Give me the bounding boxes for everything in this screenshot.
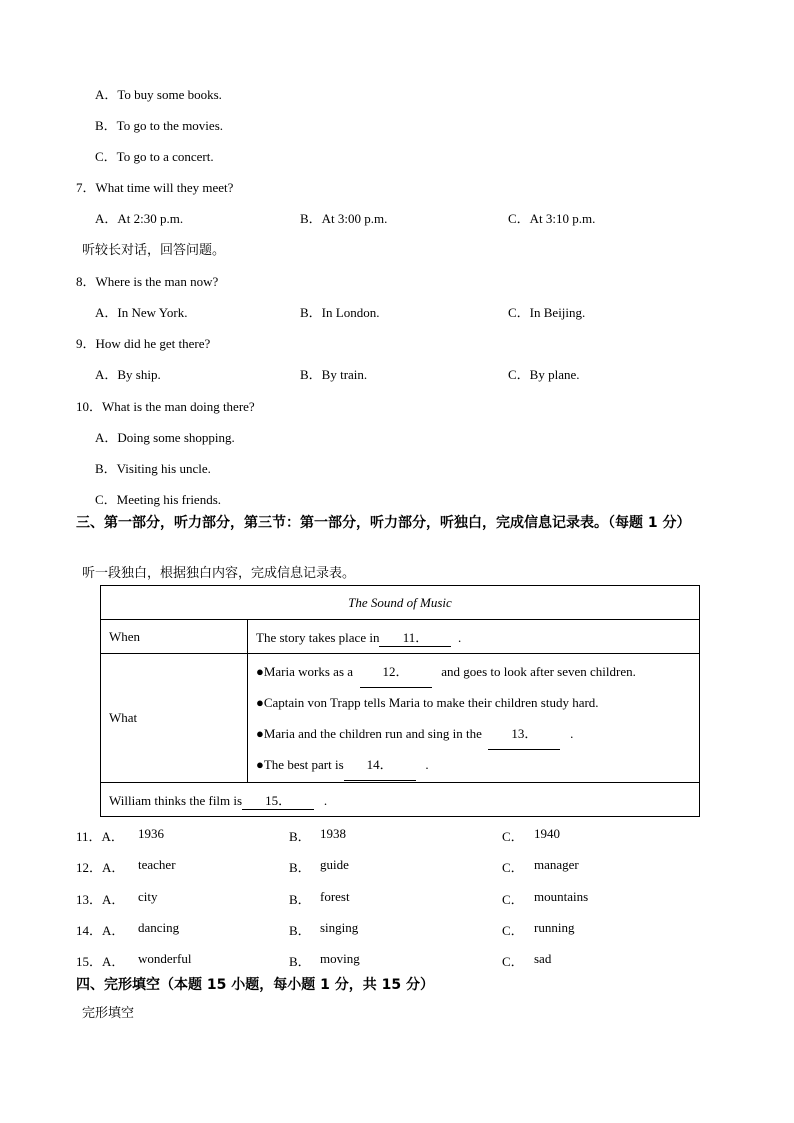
section3-heading: 三、第一部分，听力部分，第三节：第一部分，听力部分，听独白，完成信息记录表。（每题 1 分） xyxy=(76,515,691,531)
answer-13-b-letter: B． xyxy=(289,892,311,907)
answer-11-b: 1938 xyxy=(320,826,346,841)
q8-question: 8．Where is the man now? xyxy=(76,274,219,289)
q8-option-b: B．In London. xyxy=(300,305,380,320)
answer-15-a: wonderful xyxy=(138,951,192,966)
blank-12: 12． xyxy=(360,656,432,688)
answer-11-a: 1936 xyxy=(138,826,164,841)
answer-13-c: mountains xyxy=(534,889,589,904)
q9-option-a: A．By ship. xyxy=(95,367,161,382)
william-row: William thinks the film is 15． . xyxy=(101,783,700,817)
q9-question: 9．How did he get there? xyxy=(76,336,211,351)
answer-15-c: sad xyxy=(534,951,552,966)
q9-option-c: C．By plane. xyxy=(508,367,580,382)
q10-question: 10．What is the man doing there? xyxy=(76,399,255,414)
answer-11-b-letter: B． xyxy=(289,829,311,844)
q7-option-b: B．At 3:00 p.m. xyxy=(300,211,388,226)
bullet-1: ●Maria works as a 12． and goes to look after seven children. xyxy=(256,656,691,687)
q10-option-b: B．Visiting his uncle. xyxy=(95,461,211,476)
answer-12-c: manager xyxy=(534,857,579,872)
answer-14-c-letter: C． xyxy=(502,923,524,938)
answer-11-c: 1940 xyxy=(534,826,560,841)
q7-question: 7．What time will they meet? xyxy=(76,180,234,195)
answer-13-b: forest xyxy=(320,889,350,904)
answer-12-b: guide xyxy=(320,857,349,872)
answer-14-a: dancing xyxy=(138,920,180,935)
answer-12-num: 12．A． xyxy=(76,860,125,875)
bullet-3: ●Maria and the children run and sing in the 13． . xyxy=(256,718,691,749)
when-label: When xyxy=(101,620,248,654)
q10-option-c: C．Meeting his friends. xyxy=(95,492,222,507)
answer-14-b-letter: B． xyxy=(289,923,311,938)
answer-11-num: 11．A． xyxy=(76,829,124,844)
q7-option-c: C．At 3:10 p.m. xyxy=(508,211,596,226)
answer-11-c-letter: C． xyxy=(502,829,524,844)
what-cell xyxy=(248,654,700,783)
section4-instruction: 完形填空 xyxy=(82,1006,135,1021)
answer-12-a: teacher xyxy=(138,857,176,872)
section3-instruction: 听一段独白，根据独白内容，完成信息记录表。 xyxy=(82,566,356,581)
answer-13-c-letter: C． xyxy=(502,892,524,907)
long-dialogue-instruction: 听较长对话，回答问题。 xyxy=(82,243,226,258)
info-record-table xyxy=(100,585,700,817)
answer-15-b: moving xyxy=(320,951,360,966)
blank-13: 13． xyxy=(488,718,560,750)
when-cell xyxy=(248,620,700,654)
blank-15: 15． xyxy=(242,790,314,810)
when-text: The story takes place in xyxy=(256,629,380,645)
q10-option-a: A．Doing some shopping. xyxy=(95,430,235,445)
answer-15-num: 15．A． xyxy=(76,954,125,969)
bullet-4: ●The best part is 14． . xyxy=(256,749,691,780)
blank-11: 11． xyxy=(379,627,451,647)
answer-15-b-letter: B． xyxy=(289,954,311,969)
q6-option-b: B．To go to the movies. xyxy=(95,118,224,133)
q9-option-b: B．By train. xyxy=(300,367,368,382)
answer-12-c-letter: C． xyxy=(502,860,524,875)
q8-option-c: C．In Beijing. xyxy=(508,305,586,320)
bullet-2: ●Captain von Trapp tells Maria to make their children study hard. xyxy=(256,695,599,710)
when-period: . xyxy=(457,629,462,645)
q6-option-a: A．To buy some books. xyxy=(95,87,222,102)
q7-option-a: A．At 2:30 p.m. xyxy=(95,211,184,226)
blank-14: 14． xyxy=(344,749,416,781)
answer-12-b-letter: B． xyxy=(289,860,311,875)
answer-15-c-letter: C． xyxy=(502,954,524,969)
table-title: The Sound of Music xyxy=(101,586,700,620)
answer-13-num: 13．A． xyxy=(76,892,125,907)
what-label: What xyxy=(101,654,248,783)
answer-14-c: running xyxy=(534,920,575,935)
answer-14-num: 14．A． xyxy=(76,923,125,938)
q6-option-c: C．To go to a concert. xyxy=(95,149,214,164)
answer-14-b: singing xyxy=(320,920,359,935)
q8-option-a: A．In New York. xyxy=(95,305,188,320)
answer-13-a: city xyxy=(138,889,158,904)
section4-heading: 四、完形填空（本题 15 小题，每小题 1 分，共 15 分） xyxy=(76,977,434,993)
